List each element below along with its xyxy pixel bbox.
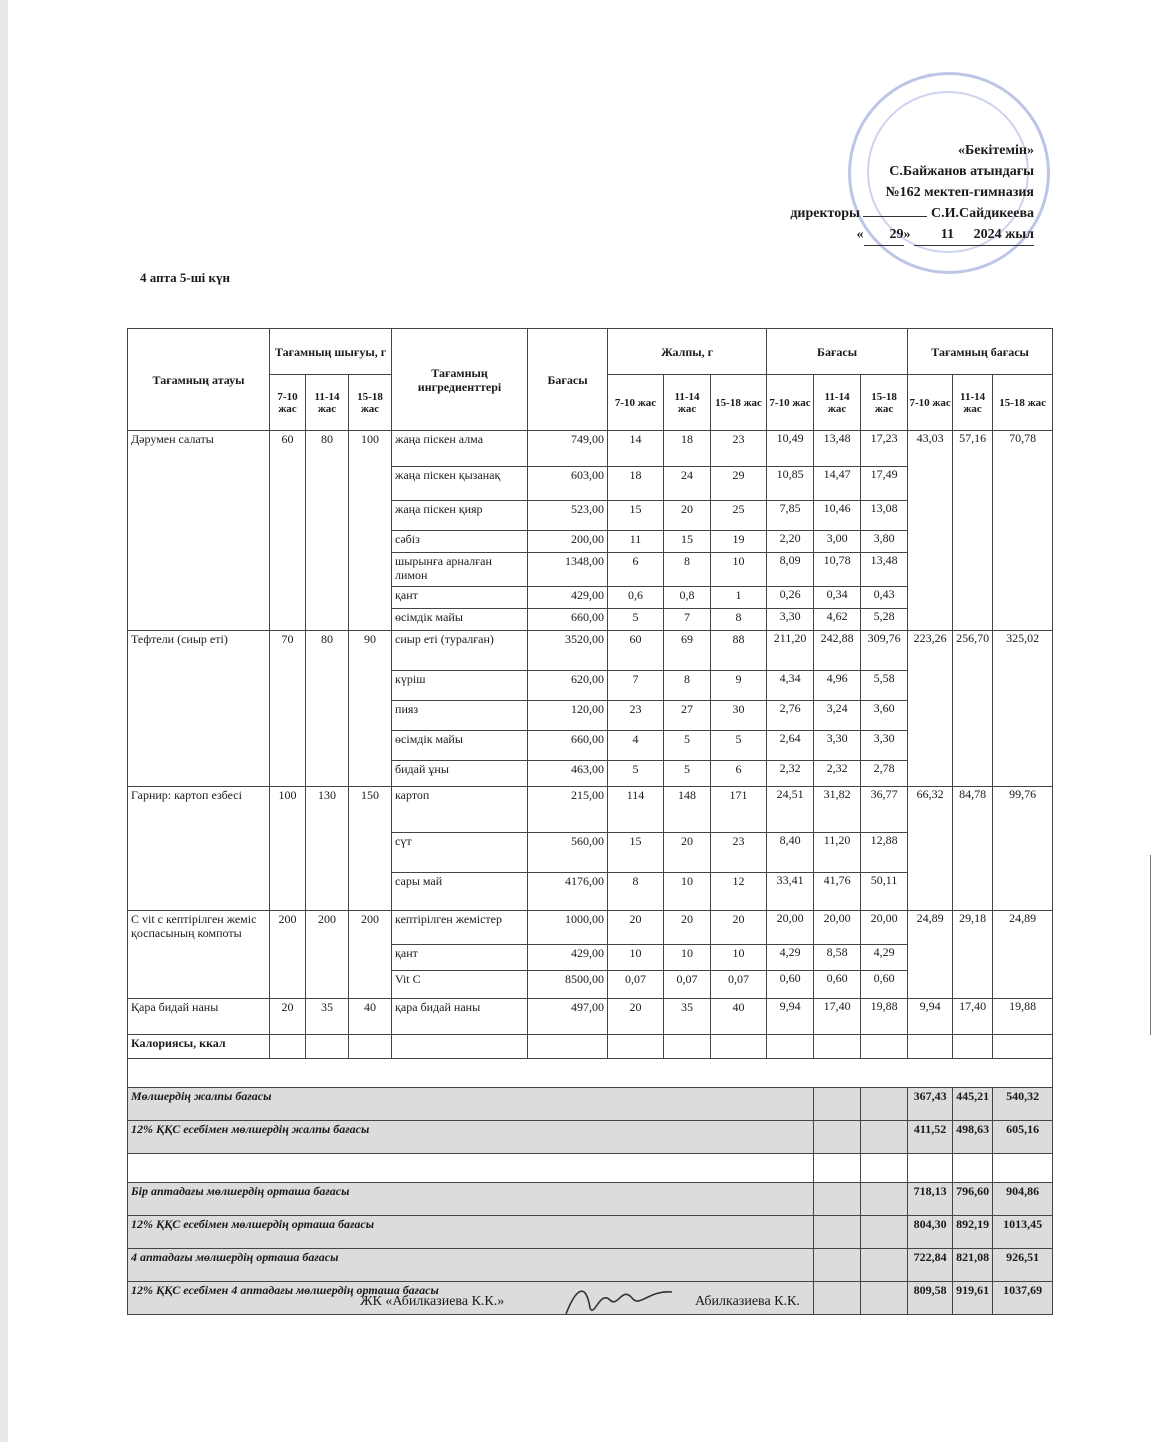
cost-cell: 8,58 <box>814 945 861 971</box>
grams-cell: 27 <box>664 701 711 731</box>
summary-label: Мөлшердің жалпы бағасы <box>128 1088 814 1121</box>
yield-cell: 200 <box>306 911 349 999</box>
dish-cost-cell: 17,40 <box>953 999 993 1035</box>
calories-cell <box>664 1035 711 1059</box>
ingredient-cell: сары май <box>392 873 528 911</box>
dish-name-cell: Қара бидай наны <box>128 999 270 1035</box>
yield-cell: 100 <box>349 431 392 631</box>
director-label: директоры <box>790 206 860 221</box>
grams-cell: 0,07 <box>608 971 664 999</box>
summary-label: 12% ҚҚС есебімен мөлшердің орташа бағасы <box>128 1216 814 1249</box>
spacer-row <box>128 1059 1053 1088</box>
menu-body <box>128 431 1053 1088</box>
cost-cell: 4,29 <box>767 945 814 971</box>
grams-cell: 10 <box>664 945 711 971</box>
cost-cell: 4,29 <box>861 945 908 971</box>
cost-cell: 8,40 <box>767 833 814 873</box>
dish-cost-cell: 43,03 <box>908 431 953 631</box>
price-cell: 215,00 <box>528 787 608 833</box>
summary-value: 411,52 <box>908 1121 953 1154</box>
price-cell: 620,00 <box>528 671 608 701</box>
summary-empty-cell <box>814 1121 861 1154</box>
ingredient-cell: өсімдік майы <box>392 609 528 631</box>
summary-value: 540,32 <box>993 1088 1053 1121</box>
cost-cell: 20,00 <box>767 911 814 945</box>
grams-cell: 10 <box>608 945 664 971</box>
header-age: 15-18 жас <box>711 375 767 431</box>
grams-cell: 20 <box>608 999 664 1035</box>
cost-cell: 10,78 <box>814 553 861 587</box>
footer-left: ЖК «Абилказиева К.К.» <box>360 1294 505 1309</box>
ingredient-cell: өсімдік майы <box>392 731 528 761</box>
summary-row <box>128 1216 1053 1249</box>
summary-value <box>993 1154 1053 1183</box>
cost-cell: 17,23 <box>861 431 908 467</box>
cost-cell: 3,00 <box>814 531 861 553</box>
calories-cell <box>814 1035 861 1059</box>
approval-line1: С.Байжанов атындағы <box>889 164 1034 179</box>
cost-cell: 0,34 <box>814 587 861 609</box>
summary-value <box>953 1154 993 1183</box>
header-ingredients: Тағамның ингредиенттері <box>392 329 528 431</box>
summary-empty-cell <box>861 1183 908 1216</box>
summary-value: 1013,45 <box>993 1216 1053 1249</box>
header-total: Жалпы, г <box>608 329 767 375</box>
cost-cell: 309,76 <box>861 631 908 671</box>
summary-row <box>128 1249 1053 1282</box>
summary-row <box>128 1183 1053 1216</box>
dish-name-cell: Дәрумен салаты <box>128 431 270 631</box>
summary-empty-cell <box>814 1154 861 1183</box>
yield-cell: 80 <box>306 431 349 631</box>
price-cell: 560,00 <box>528 833 608 873</box>
page-edge <box>0 0 8 1442</box>
cost-cell: 11,20 <box>814 833 861 873</box>
grams-cell: 88 <box>711 631 767 671</box>
grams-cell: 6 <box>608 553 664 587</box>
calories-cell <box>908 1035 953 1059</box>
grams-cell: 15 <box>664 531 711 553</box>
yield-cell: 150 <box>349 787 392 911</box>
page-rule <box>1150 855 1151 1035</box>
cost-cell: 2,20 <box>767 531 814 553</box>
grams-cell: 5 <box>664 731 711 761</box>
cost-cell: 0,60 <box>814 971 861 999</box>
summary-label <box>128 1154 814 1183</box>
grams-cell: 5 <box>608 609 664 631</box>
cost-cell: 20,00 <box>861 911 908 945</box>
price-cell: 3520,00 <box>528 631 608 671</box>
summary-value: 926,51 <box>993 1249 1053 1282</box>
cost-cell: 3,60 <box>861 701 908 731</box>
calories-cell <box>392 1035 528 1059</box>
grams-cell: 10 <box>711 553 767 587</box>
yield-cell: 35 <box>306 999 349 1035</box>
date-day: 29 <box>864 224 904 246</box>
grams-cell: 8 <box>711 609 767 631</box>
summary-value: 804,30 <box>908 1216 953 1249</box>
summary-empty-cell <box>814 1249 861 1282</box>
ingredient-cell: картоп <box>392 787 528 833</box>
dish-name-cell: С vit с кептірілген жеміс қоспасының компоты <box>128 911 270 999</box>
yield-cell: 40 <box>349 999 392 1035</box>
summary-row <box>128 1121 1053 1154</box>
grams-cell: 8 <box>664 671 711 701</box>
dish-cost-cell: 99,76 <box>993 787 1053 911</box>
cost-cell: 33,41 <box>767 873 814 911</box>
ingredient-cell: сиыр еті (туралған) <box>392 631 528 671</box>
cost-cell: 24,51 <box>767 787 814 833</box>
yield-cell: 200 <box>270 911 306 999</box>
cost-cell: 0,26 <box>767 587 814 609</box>
header-age: 15-18 жас <box>349 375 392 431</box>
yield-cell: 200 <box>349 911 392 999</box>
yield-cell: 130 <box>306 787 349 911</box>
ingredient-cell: қант <box>392 587 528 609</box>
price-cell: 8500,00 <box>528 971 608 999</box>
spacer-cell <box>128 1059 1053 1088</box>
grams-cell: 8 <box>664 553 711 587</box>
dish-name-cell: Гарнир: картоп езбесі <box>128 787 270 911</box>
cost-cell: 2,78 <box>861 761 908 787</box>
menu-table <box>127 328 1053 1315</box>
grams-cell: 0,6 <box>608 587 664 609</box>
cost-cell: 9,94 <box>767 999 814 1035</box>
grams-cell: 40 <box>711 999 767 1035</box>
cost-cell: 36,77 <box>861 787 908 833</box>
cost-cell: 211,20 <box>767 631 814 671</box>
calories-cell <box>993 1035 1053 1059</box>
cost-cell: 7,85 <box>767 501 814 531</box>
summary-empty-cell <box>861 1249 908 1282</box>
footer-right: Абилказиева К.К. <box>695 1294 800 1309</box>
cost-cell: 17,49 <box>861 467 908 501</box>
summary-empty-cell <box>861 1121 908 1154</box>
director-name: С.И.Сайдикеева <box>930 206 1034 221</box>
grams-cell: 15 <box>608 833 664 873</box>
ingredient-row <box>128 631 1053 671</box>
grams-cell: 25 <box>711 501 767 531</box>
summary-value: 892,19 <box>953 1216 993 1249</box>
grams-cell: 18 <box>664 431 711 467</box>
cost-cell: 5,58 <box>861 671 908 701</box>
director-line <box>790 203 1034 224</box>
calories-cell <box>270 1035 306 1059</box>
cost-cell: 0,60 <box>767 971 814 999</box>
summary-empty-cell <box>814 1282 861 1315</box>
grams-cell: 35 <box>664 999 711 1035</box>
price-cell: 603,00 <box>528 467 608 501</box>
ingredient-cell: бидай ұны <box>392 761 528 787</box>
grams-cell: 20 <box>664 911 711 945</box>
ingredient-cell: жаңа піскен алма <box>392 431 528 467</box>
ingredient-cell: пияз <box>392 701 528 731</box>
calories-row <box>128 1035 1053 1059</box>
ingredient-row <box>128 431 1053 467</box>
cost-cell: 2,64 <box>767 731 814 761</box>
cost-cell: 13,08 <box>861 501 908 531</box>
grams-cell: 24 <box>664 467 711 501</box>
yield-cell: 60 <box>270 431 306 631</box>
cost-cell: 3,30 <box>767 609 814 631</box>
summary-value: 821,08 <box>953 1249 993 1282</box>
calories-cell <box>711 1035 767 1059</box>
cost-cell: 20,00 <box>814 911 861 945</box>
header-dish-name: Тағамның атауы <box>128 329 270 431</box>
price-cell: 429,00 <box>528 587 608 609</box>
cost-cell: 13,48 <box>814 431 861 467</box>
summary-value: 367,43 <box>908 1088 953 1121</box>
summary-value: 722,84 <box>908 1249 953 1282</box>
dish-cost-cell: 9,94 <box>908 999 953 1035</box>
summary-value: 605,16 <box>993 1121 1053 1154</box>
date-open-quote: « <box>856 227 864 242</box>
dish-cost-cell: 256,70 <box>953 631 993 787</box>
yield-cell: 70 <box>270 631 306 787</box>
price-cell: 463,00 <box>528 761 608 787</box>
dish-cost-cell: 325,02 <box>993 631 1053 787</box>
summary-value: 445,21 <box>953 1088 993 1121</box>
grams-cell: 11 <box>608 531 664 553</box>
cost-cell: 5,28 <box>861 609 908 631</box>
calories-cell <box>861 1035 908 1059</box>
header-age: 15-18 жас <box>861 375 908 431</box>
price-cell: 660,00 <box>528 609 608 631</box>
ingredient-row <box>128 787 1053 833</box>
header-dish-cost: Тағамның бағасы <box>908 329 1053 375</box>
price-cell: 1348,00 <box>528 553 608 587</box>
cost-cell: 4,34 <box>767 671 814 701</box>
dish-cost-cell: 223,26 <box>908 631 953 787</box>
header-cost: Бағасы <box>767 329 908 375</box>
grams-cell: 30 <box>711 701 767 731</box>
grams-cell: 10 <box>664 873 711 911</box>
cost-cell: 0,60 <box>861 971 908 999</box>
summary-empty-cell <box>814 1216 861 1249</box>
grams-cell: 23 <box>711 431 767 467</box>
grams-cell: 20 <box>664 501 711 531</box>
calories-cell <box>349 1035 392 1059</box>
price-cell: 120,00 <box>528 701 608 731</box>
summary-value: 904,86 <box>993 1183 1053 1216</box>
grams-cell: 7 <box>608 671 664 701</box>
grams-cell: 10 <box>711 945 767 971</box>
price-cell: 749,00 <box>528 431 608 467</box>
summary-value: 718,13 <box>908 1183 953 1216</box>
grams-cell: 7 <box>664 609 711 631</box>
approval-block <box>790 140 1034 246</box>
date-close-quote: » <box>903 227 911 242</box>
approval-title: «Бекітемін» <box>957 143 1034 158</box>
cost-cell: 3,24 <box>814 701 861 731</box>
signature-icon <box>560 1278 680 1322</box>
calories-cell <box>528 1035 608 1059</box>
calories-label: Калориясы, ккал <box>128 1035 270 1059</box>
director-signature <box>863 216 927 217</box>
ingredient-cell: сүт <box>392 833 528 873</box>
grams-cell: 8 <box>608 873 664 911</box>
summary-empty-cell <box>861 1088 908 1121</box>
cost-cell: 19,88 <box>861 999 908 1035</box>
cost-cell: 12,88 <box>861 833 908 873</box>
ingredient-cell: күріш <box>392 671 528 701</box>
summary-label: 4 аптадағы мөлшердің орташа бағасы <box>128 1249 814 1282</box>
grams-cell: 20 <box>608 911 664 945</box>
dish-cost-cell: 24,89 <box>993 911 1053 999</box>
calories-cell <box>767 1035 814 1059</box>
dish-name-cell: Тефтели (сиыр еті) <box>128 631 270 787</box>
dish-cost-cell: 70,78 <box>993 431 1053 631</box>
cost-cell: 2,32 <box>767 761 814 787</box>
summary-value: 796,60 <box>953 1183 993 1216</box>
header-age: 15-18 жас <box>993 375 1053 431</box>
summary-value <box>908 1154 953 1183</box>
grams-cell: 114 <box>608 787 664 833</box>
ingredient-cell: кептірілген жемістер <box>392 911 528 945</box>
price-cell: 4176,00 <box>528 873 608 911</box>
grams-cell: 69 <box>664 631 711 671</box>
ingredient-cell: сәбіз <box>392 531 528 553</box>
dish-cost-cell: 24,89 <box>908 911 953 999</box>
dish-cost-cell: 29,18 <box>953 911 993 999</box>
ingredient-cell: шырынға арналған лимон <box>392 553 528 587</box>
ingredient-cell: жаңа піскен қызанақ <box>392 467 528 501</box>
cost-cell: 10,49 <box>767 431 814 467</box>
grams-cell: 23 <box>608 701 664 731</box>
summary-value: 919,61 <box>953 1282 993 1315</box>
price-cell: 660,00 <box>528 731 608 761</box>
summary-value: 498,63 <box>953 1121 993 1154</box>
grams-cell: 171 <box>711 787 767 833</box>
grams-cell: 6 <box>711 761 767 787</box>
dish-cost-cell: 19,88 <box>993 999 1053 1035</box>
grams-cell: 19 <box>711 531 767 553</box>
yield-cell: 100 <box>270 787 306 911</box>
header-age: 11-14 жас <box>814 375 861 431</box>
ingredient-cell: қара бидай наны <box>392 999 528 1035</box>
summary-empty-cell <box>861 1282 908 1315</box>
grams-cell: 1 <box>711 587 767 609</box>
cost-cell: 0,43 <box>861 587 908 609</box>
dish-cost-cell: 66,32 <box>908 787 953 911</box>
header-price: Бағасы <box>528 329 608 431</box>
price-cell: 523,00 <box>528 501 608 531</box>
cost-cell: 3,30 <box>861 731 908 761</box>
price-cell: 429,00 <box>528 945 608 971</box>
header-age: 7-10 жас <box>908 375 953 431</box>
grams-cell: 0,07 <box>711 971 767 999</box>
summary-row <box>128 1088 1053 1121</box>
grams-cell: 0,07 <box>664 971 711 999</box>
summary-label: 12% ҚҚС есебімен 4 аптадағы мөлшердің орташа бағасы <box>128 1282 814 1315</box>
cost-cell: 3,30 <box>814 731 861 761</box>
calories-cell <box>306 1035 349 1059</box>
price-cell: 200,00 <box>528 531 608 553</box>
grams-cell: 60 <box>608 631 664 671</box>
yield-cell: 90 <box>349 631 392 787</box>
grams-cell: 20 <box>664 833 711 873</box>
header-age: 7-10 жас <box>767 375 814 431</box>
cost-cell: 242,88 <box>814 631 861 671</box>
cost-cell: 50,11 <box>861 873 908 911</box>
ingredient-cell: Vit C <box>392 971 528 999</box>
date-year: 2024 жыл <box>954 224 1034 246</box>
ingredient-cell: жаңа піскен қияр <box>392 501 528 531</box>
cost-cell: 4,62 <box>814 609 861 631</box>
ingredient-cell: қант <box>392 945 528 971</box>
calories-cell <box>608 1035 664 1059</box>
date-month: 11 <box>914 224 954 246</box>
grams-cell: 148 <box>664 787 711 833</box>
grams-cell: 0,8 <box>664 587 711 609</box>
dish-cost-cell: 84,78 <box>953 787 993 911</box>
ingredient-row <box>128 911 1053 945</box>
header-age: 7-10 жас <box>270 375 306 431</box>
day-title: 4 апта 5-ші күн <box>140 270 231 285</box>
grams-cell: 5 <box>608 761 664 787</box>
header-age: 7-10 жас <box>608 375 664 431</box>
cost-cell: 31,82 <box>814 787 861 833</box>
cost-cell: 3,80 <box>861 531 908 553</box>
yield-cell: 20 <box>270 999 306 1035</box>
summary-label: 12% ҚҚС есебімен мөлшердің жалпы бағасы <box>128 1121 814 1154</box>
calories-cell <box>953 1035 993 1059</box>
header-age: 11-14 жас <box>953 375 993 431</box>
grams-cell: 5 <box>664 761 711 787</box>
grams-cell: 14 <box>608 431 664 467</box>
grams-cell: 12 <box>711 873 767 911</box>
header-age: 11-14 жас <box>306 375 349 431</box>
dish-cost-cell: 57,16 <box>953 431 993 631</box>
cost-cell: 14,47 <box>814 467 861 501</box>
cost-cell: 17,40 <box>814 999 861 1035</box>
grams-cell: 18 <box>608 467 664 501</box>
cost-cell: 4,96 <box>814 671 861 701</box>
grams-cell: 15 <box>608 501 664 531</box>
grams-cell: 9 <box>711 671 767 701</box>
ingredient-row <box>128 999 1053 1035</box>
summary-row <box>128 1154 1053 1183</box>
grams-cell: 4 <box>608 731 664 761</box>
summary-empty-cell <box>814 1183 861 1216</box>
header-age: 11-14 жас <box>664 375 711 431</box>
price-cell: 1000,00 <box>528 911 608 945</box>
header-yield: Тағамның шығуы, г <box>270 329 392 375</box>
approval-date <box>790 224 1034 246</box>
price-cell: 497,00 <box>528 999 608 1035</box>
summary-empty-cell <box>814 1088 861 1121</box>
summary-value: 809,58 <box>908 1282 953 1315</box>
grams-cell: 23 <box>711 833 767 873</box>
grams-cell: 20 <box>711 911 767 945</box>
cost-cell: 10,46 <box>814 501 861 531</box>
cost-cell: 2,32 <box>814 761 861 787</box>
summary-label: Бір аптадағы мөлшердің орташа бағасы <box>128 1183 814 1216</box>
cost-cell: 2,76 <box>767 701 814 731</box>
cost-cell: 13,48 <box>861 553 908 587</box>
grams-cell: 29 <box>711 467 767 501</box>
grams-cell: 5 <box>711 731 767 761</box>
summary-empty-cell <box>861 1154 908 1183</box>
cost-cell: 10,85 <box>767 467 814 501</box>
approval-line2: №162 мектеп-гимназия <box>885 185 1034 200</box>
yield-cell: 80 <box>306 631 349 787</box>
cost-cell: 8,09 <box>767 553 814 587</box>
cost-cell: 41,76 <box>814 873 861 911</box>
summary-empty-cell <box>861 1216 908 1249</box>
summary-value: 1037,69 <box>993 1282 1053 1315</box>
